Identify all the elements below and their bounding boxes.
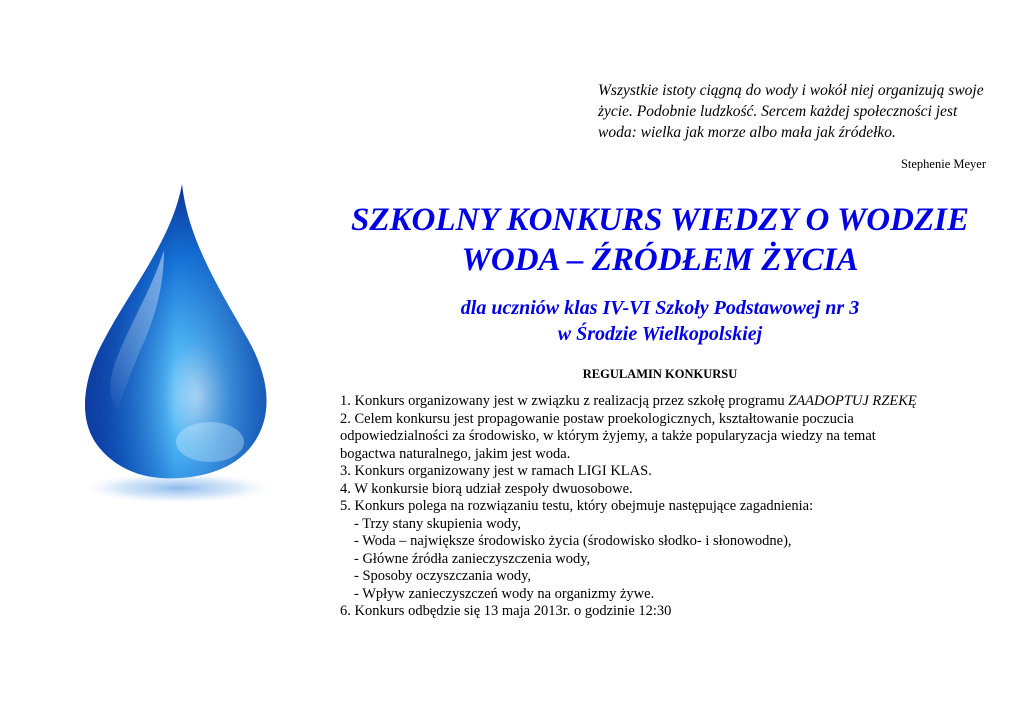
title-line-1: SZKOLNY KONKURS WIEDZY O WODZIE: [351, 202, 969, 238]
program-name: ZAADOPTUJ RZEKĘ: [788, 393, 917, 409]
contest-subtitle: [330, 295, 990, 347]
rule-3: 3. Konkurs organizowany jest w ramach LIGI KLAS.: [340, 463, 652, 479]
water-drop-image: [60, 180, 300, 520]
topic-item: - Trzy stany skupienia wody,: [354, 515, 522, 532]
subtitle-line-2: w Środzie Wielkopolskiej: [557, 323, 763, 345]
rule-2-line-3: bogactwa naturalnego, jakim jest woda.: [340, 445, 571, 462]
subtitle-line-1: dla uczniów klas IV-VI Szkoły Podstawowej nr 3: [460, 297, 860, 319]
topic-item: - Główne źródła zanieczyszczenia wody,: [354, 550, 591, 567]
rule-5: 5. Konkurs polega na rozwiązaniu testu, który obejmuje następujące zagadnienia:: [340, 498, 814, 514]
motto-quote: Wszystkie istoty ciągną do wody i wokół niej organizują swoje życie. Podobnie ludzkość. Sercem każdej społeczności jest woda: wielka jak morze albo mała jak źródełko.: [598, 82, 984, 141]
regulations-list: [340, 393, 990, 621]
rule-2-line-2: odpowiedzialności za środowisko, w którym żyjemy, a także popularyzacja wiedzy na temat: [340, 428, 876, 444]
quote-author: Stephenie Meyer: [900, 157, 986, 171]
regulations-heading: REGULAMIN KONKURSU: [582, 367, 738, 381]
water-drop-icon: [60, 180, 300, 520]
rule-1: [340, 393, 990, 411]
rule-2-line-1: 2. Celem konkursu jest propagowanie postaw proekologicznych, kształtowanie poczucia: [340, 410, 854, 427]
contest-title: [330, 200, 990, 280]
title-line-2: WODA – ŹRÓDŁEM ŻYCIA: [461, 242, 859, 278]
rule-1-text: 1. Konkurs organizowany jest w związku z realizacją przez szkołę programu: [340, 393, 789, 409]
rule-6: 6. Konkurs odbędzie się 13 maja 2013r. o godzinie 12:30: [340, 603, 672, 619]
topic-item: - Wpływ zanieczyszczeń wody na organizmy żywe.: [354, 585, 655, 602]
rule-4: 4. W konkursie biorą udział zespoły dwuosobowe.: [340, 480, 633, 497]
topic-item: - Woda – największe środowisko życia (środowisko słodko- i słonowodne),: [354, 533, 792, 549]
topic-item: - Sposoby oczyszczania wody,: [354, 568, 532, 584]
